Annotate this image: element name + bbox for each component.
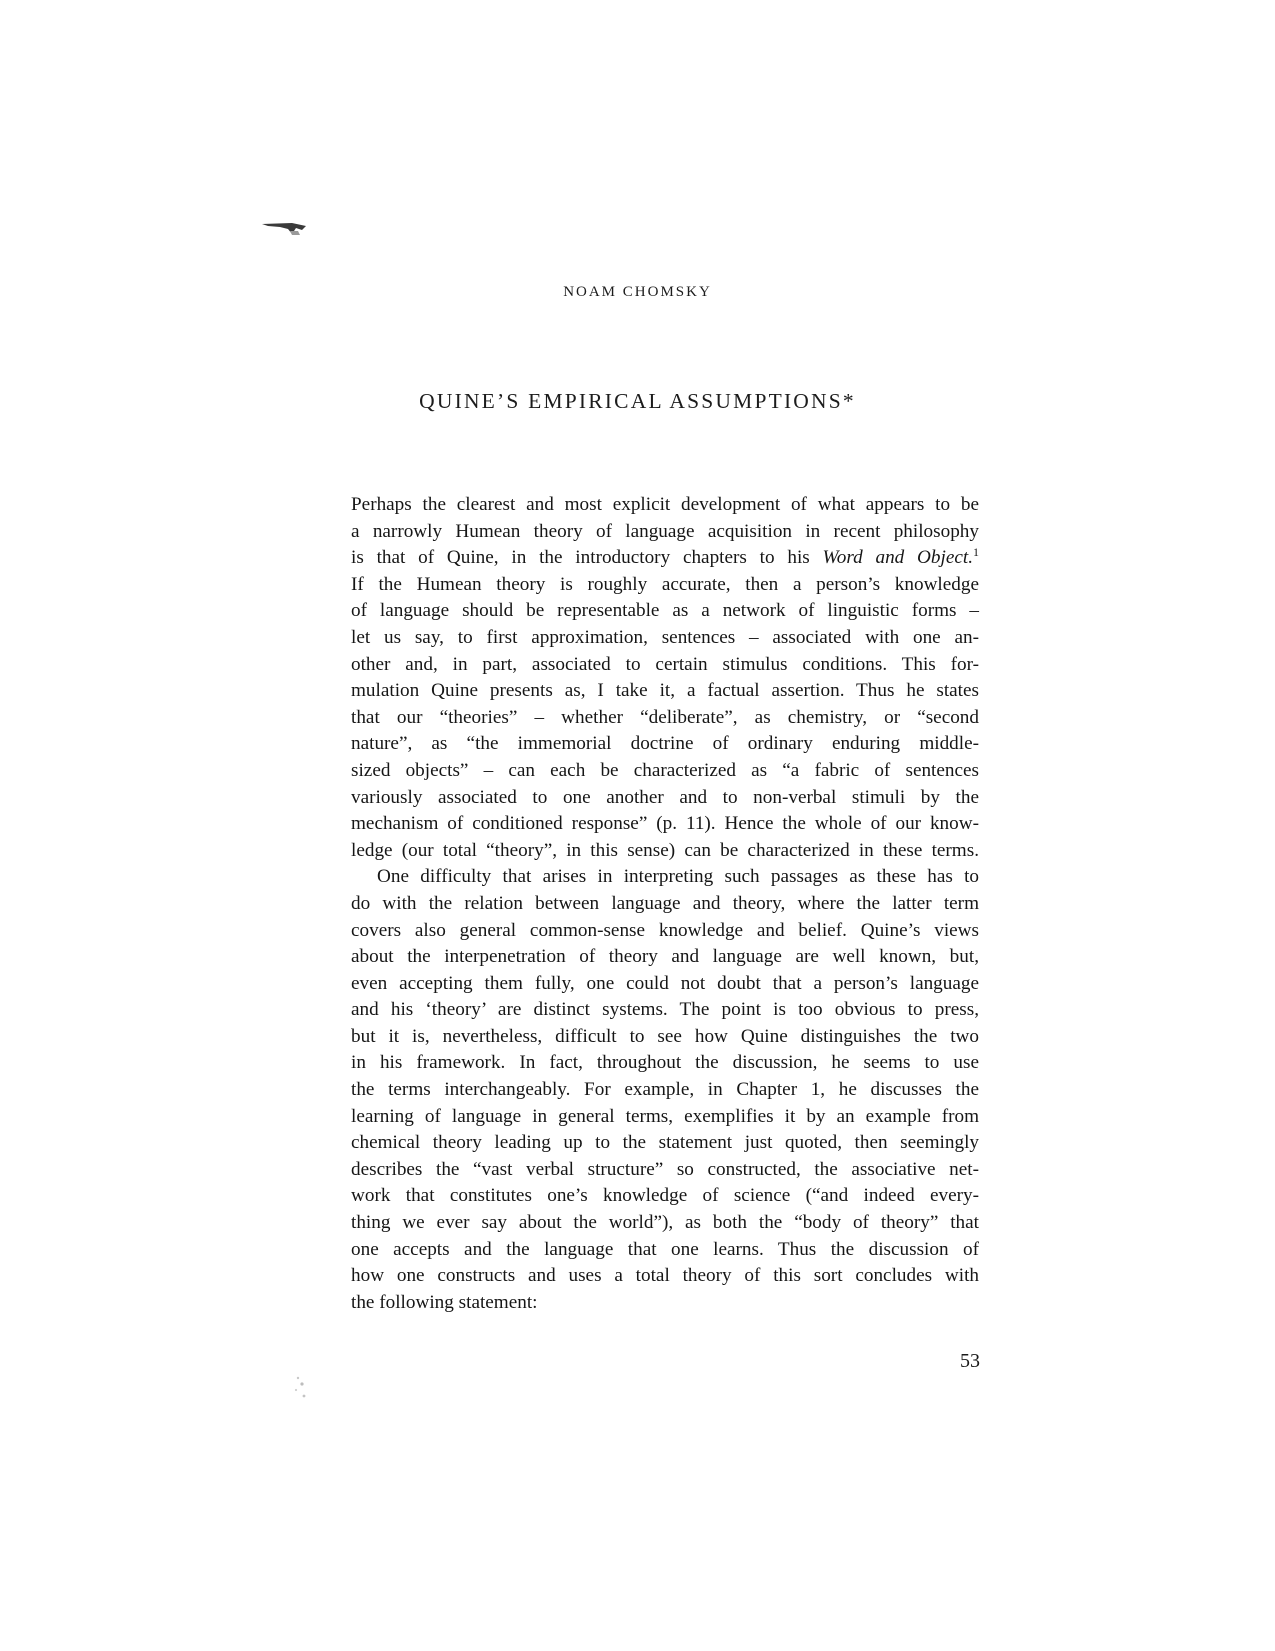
body-line: learning of language in general terms, exemplifies it by an example from [351,1105,979,1127]
body-line-with-citation [351,545,979,572]
body-line: If the Humean theory is roughly accurate, then a person’s knowledge [351,573,979,595]
body-line: thing we ever say about the world”), as both the “body of theory” that [351,1212,979,1234]
body-line: nature”, as “the immemorial doctrine of ordinary enduring middle- [351,733,979,755]
page-number: 53 [960,1350,980,1372]
body-line: but it is, nevertheless, difficult to see how Quine distinguishes the two [351,1025,979,1047]
body-line: Perhaps the clearest and most explicit development of what appears to be [351,494,979,515]
body-line: mulation Quine presents as, I take it, a factual assertion. Thus he states [351,680,979,702]
body-line-text: is that of Quine, in the introductory chapters to his [351,547,823,569]
body-line: and his ‘theory’ are distinct systems. The point is too obvious to press, [351,999,979,1021]
body-line: ledge (our total “theory”, in this sense) can be characterized in these terms. [351,839,979,861]
body-line: about the interpenetration of theory and language are well known, but, [351,946,979,968]
article-title: QUINE’S EMPIRICAL ASSUMPTIONS* [419,389,856,413]
body-line: the terms interchangeably. For example, in Chapter 1, he discusses the [351,1079,979,1101]
scan-artifact-mark [262,222,308,236]
body-line-paragraph-start: One difficulty that arises in interpreting such passages as these has to [377,866,979,888]
body-line: variously associated to one another and to non-verbal stimuli by the [351,786,979,808]
body-line: covers also general common-sense knowledge and belief. Quine’s views [351,919,979,941]
body-line: other and, in part, associated to certain stimulus conditions. This for- [351,653,979,675]
body-line: let us say, to first approximation, sentences – associated with one an- [351,626,979,648]
author-name: NOAM CHOMSKY [563,284,712,300]
body-line: a narrowly Humean theory of language acquisition in recent philosophy [351,520,979,542]
body-line: chemical theory leading up to the statement just quoted, then seemingly [351,1132,979,1154]
body-line: describes the “vast verbal structure” so constructed, the associative net- [351,1158,979,1180]
body-line: mechanism of conditioned response” (p. 11). Hence the whole of our know- [351,813,979,835]
body-line: sized objects” – can each be characterized as “a fabric of sentences [351,759,979,781]
body-line-final: the following statement: [351,1291,538,1313]
body-line: that our “theories” – whether “deliberate”, as chemistry, or “second [351,706,979,728]
footnote-marker: 1 [973,545,980,560]
body-line: one accepts and the language that one learns. Thus the discussion of [351,1238,979,1260]
body-line: how one constructs and uses a total theory of this sort concludes with [351,1265,979,1287]
body-line: in his framework. In fact, throughout the discussion, he seems to use [351,1052,979,1074]
body-line: do with the relation between language and theory, where the latter term [351,892,979,914]
scan-artifact-speck [290,1372,312,1402]
book-title: Word and Object. [822,547,974,569]
body-line: of language should be representable as a network of linguistic forms – [351,600,979,622]
body-line: even accepting them fully, one could not doubt that a person’s language [351,972,979,994]
body-line: work that constitutes one’s knowledge of science (“and indeed every- [351,1185,979,1207]
body-paragraphs [351,492,979,1316]
